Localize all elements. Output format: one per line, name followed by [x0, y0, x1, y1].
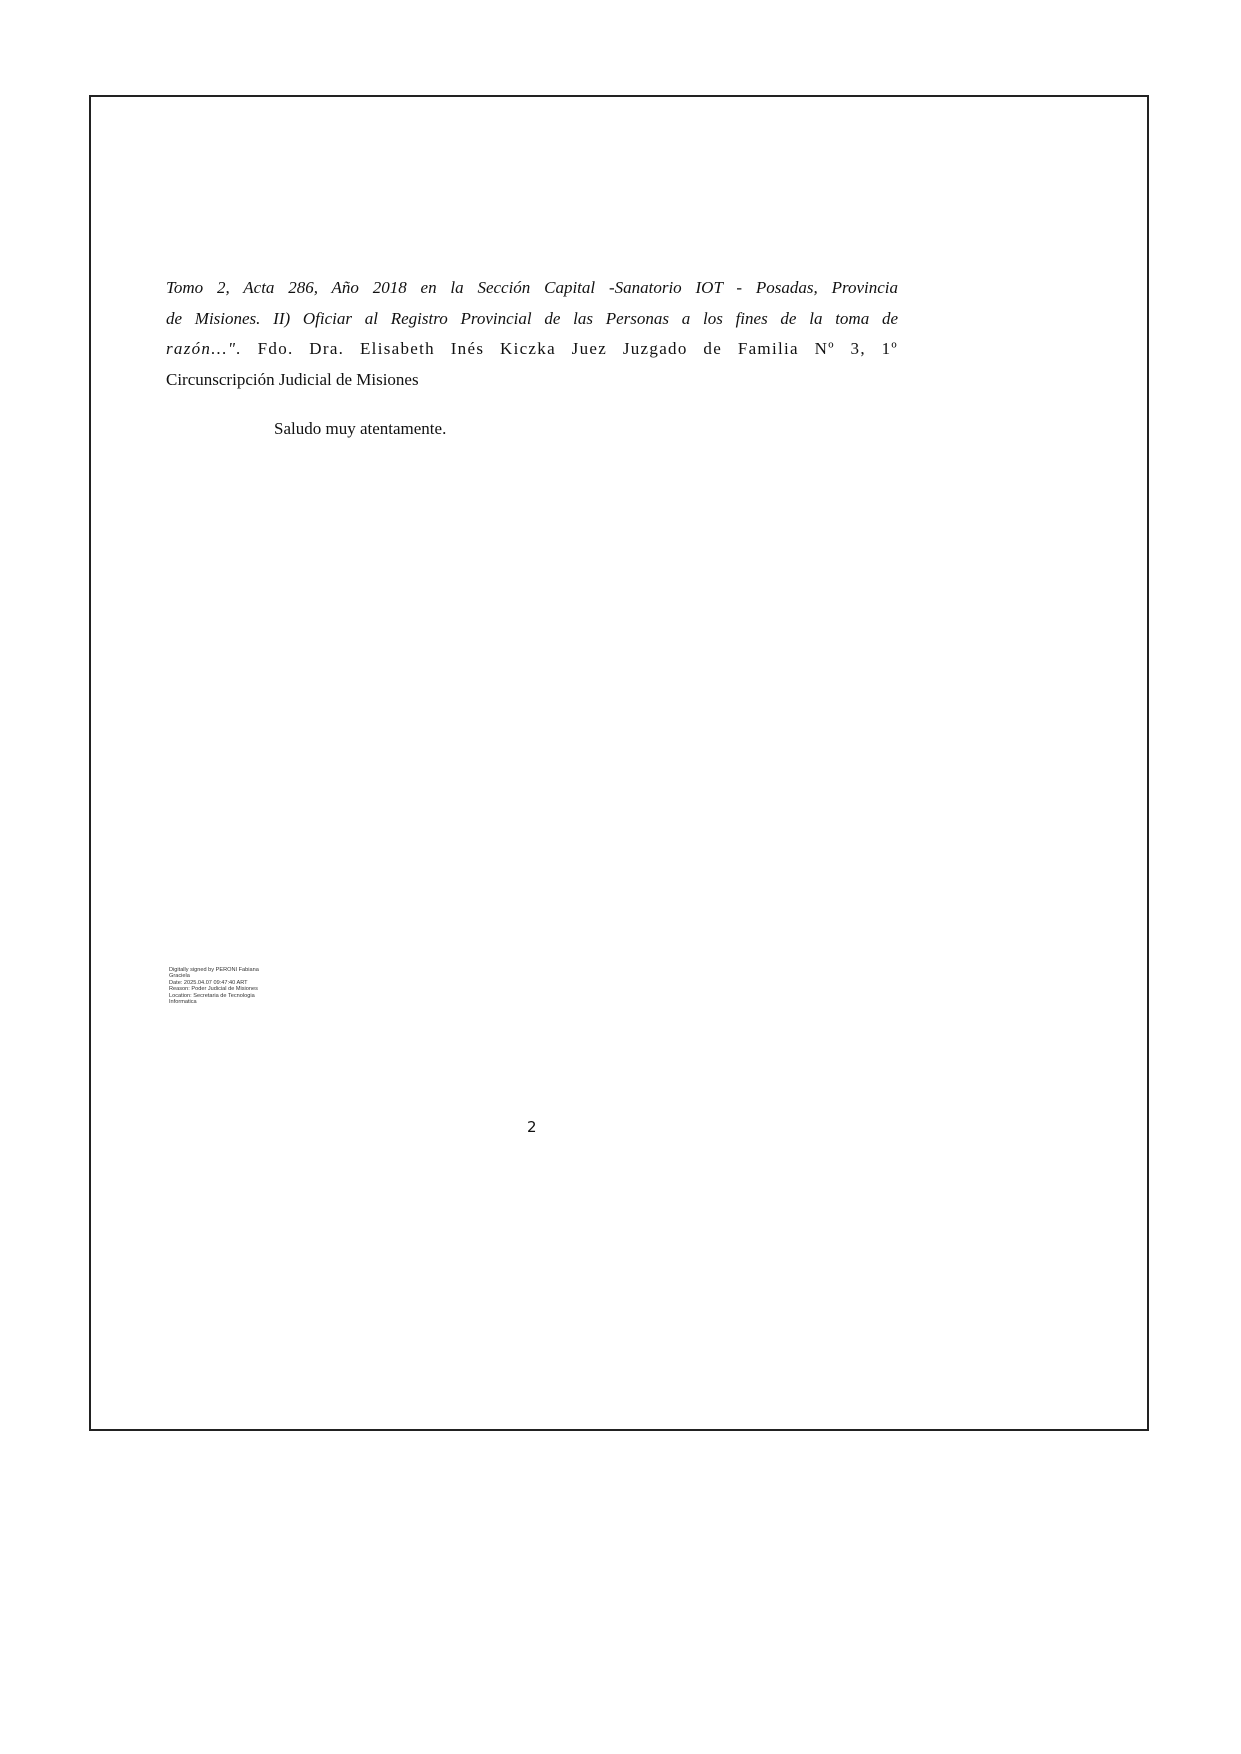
- digital-signature-stamp: [169, 967, 299, 1005]
- paragraph-line-3: [166, 334, 898, 365]
- paragraph-line-2: de Misiones. II) Oficiar al Registro Provincial de las Personas a los fines de la toma de: [166, 308, 898, 328]
- signature-line-1: Digitally signed by PERONI Fabiana: [169, 967, 259, 973]
- closing-salutation: Saludo muy atentamente.: [274, 419, 447, 438]
- paragraph-line-1: Tomo 2, Acta 286, Año 2018 en la Sección Capital -Sanatorio IOT - Posadas, Provincia: [166, 278, 898, 297]
- signature-line-6: Informatica: [169, 999, 197, 1006]
- paragraph-line-3-regular: Fdo. Dra. Elisabeth Inés Kiczka Juez Juzgado de Familia Nº 3, 1º: [241, 339, 898, 358]
- paragraph-line-3-italic: razón...".: [166, 339, 242, 358]
- signature-line-5: Location: Secretaria de Tecnologia: [169, 992, 255, 999]
- signature-line-3: Date: 2025.04.07 09:47:40 ART: [169, 979, 248, 986]
- signature-line-4: Reason: Poder Judicial de Misiones: [169, 986, 258, 993]
- signature-line-2: Graciela: [169, 973, 190, 980]
- page-number: 2: [527, 1118, 537, 1136]
- paragraph-line-4: Circunscripción Judicial de Misiones: [166, 369, 419, 389]
- document-body-paragraph: [166, 273, 898, 395]
